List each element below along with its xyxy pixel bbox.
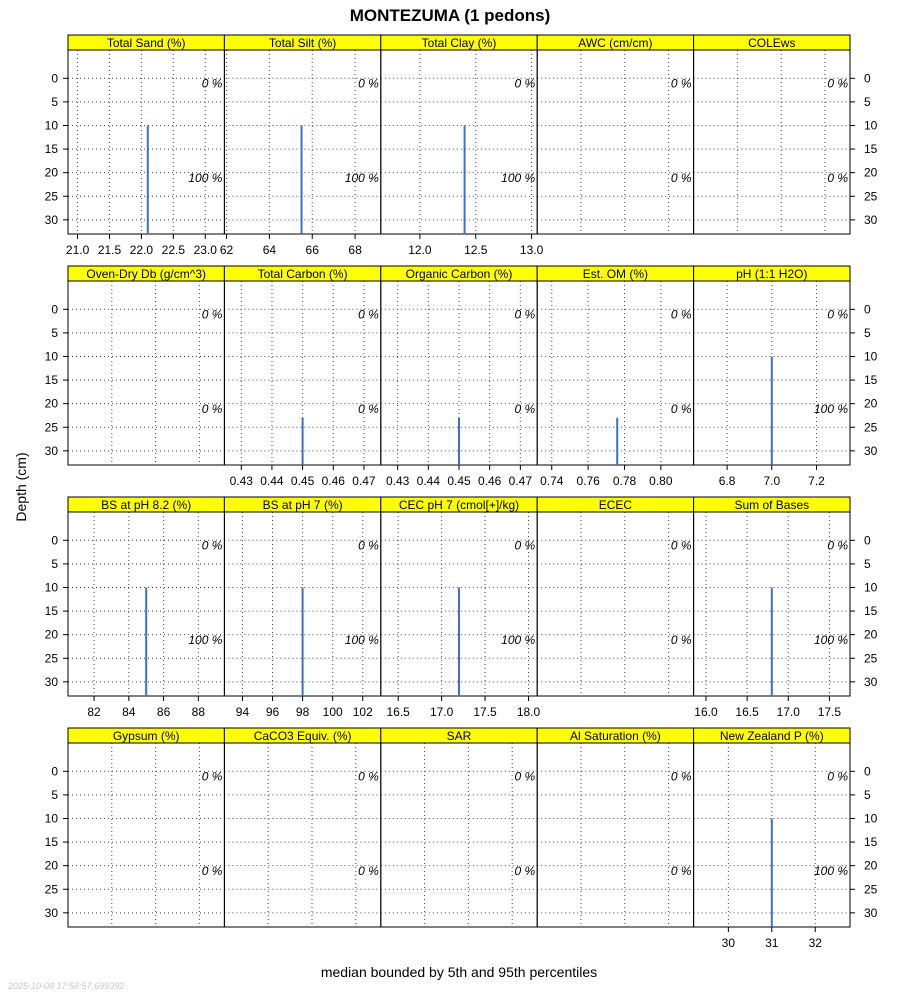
panel-strip-label: Sum of Bases [734,498,810,512]
pct-bottom-label: 100 % [344,171,379,186]
y-tick-label-left: 0 [51,302,58,317]
y-tick-label-left: 20 [44,858,58,873]
x-tick-label: 62 [219,243,234,257]
timestamp: 2025-10-08 17:58:57.699392 [8,981,125,991]
panel-strip-label: SAR [446,729,472,743]
panel-strip-label: New Zealand P (%) [719,729,824,743]
x-tick-label: 30 [721,936,736,950]
y-tick-label-right: 0 [864,764,871,779]
pct-top-label: 0 % [358,76,379,91]
x-tick-label: 7.2 [808,474,825,488]
x-tick-label: 12.0 [408,243,432,257]
pct-bottom-label: 0 % [514,864,536,879]
pct-bottom-label: 0 % [201,864,223,879]
panel-strip-label: Total Silt (%) [268,36,337,50]
pct-bottom-label: 0 % [358,402,379,417]
x-tick-label: 13.0 [519,243,544,257]
x-tick-label: 88 [191,705,206,719]
y-tick-label-right: 25 [864,651,878,666]
panel-strip-label: ECEC [598,498,633,512]
y-tick-label-right: 25 [864,420,878,435]
y-tick-label-right: 0 [864,302,871,317]
pct-bottom-label: 0 % [670,171,692,186]
x-tick-label: 12.5 [464,243,488,257]
x-tick-label: 17.0 [776,705,800,719]
x-tick-label: 96 [265,705,280,719]
panel-strip-label: Est. OM (%) [582,267,649,281]
panel-strip-label: Total Sand (%) [106,36,186,50]
panel-strip-label: BS at pH 7 (%) [262,498,343,512]
x-tick-label: 66 [305,243,319,257]
x-tick-label: 18.0 [516,705,541,719]
y-tick-label-right: 30 [864,212,878,227]
y-tick-label-right: 10 [864,580,878,595]
x-tick-label: 16.0 [694,705,718,719]
panel-strip-label: CaCO3 Equiv. (%) [253,729,352,743]
pct-bottom-label: 0 % [670,864,692,879]
x-tick-label: 0.45 [447,474,471,488]
pct-bottom-label: 0 % [201,402,223,417]
y-tick-label-left: 30 [44,212,58,227]
panel-strip-label: Al Saturation (%) [570,729,661,743]
x-tick-label: 0.46 [321,474,345,488]
pct-top-label: 0 % [670,538,692,553]
y-tick-label-right: 5 [864,787,871,802]
pct-top-label: 0 % [514,76,536,91]
y-tick-label-left: 30 [44,905,58,920]
panel-strip-label: Oven-Dry Db (g/cm^3) [86,267,207,281]
x-tick-label: 94 [235,705,250,719]
y-tick-label-left: 5 [51,325,58,340]
panel-strip-label: CEC pH 7 (cmol[+]/kg) [398,498,520,512]
pct-top-label: 0 % [827,76,848,91]
pct-top-label: 0 % [670,307,692,322]
y-tick-label-right: 15 [864,835,878,850]
x-tick-label: 0.43 [229,474,253,488]
y-tick-label-right: 15 [864,373,878,388]
panel-strip-label: BS at pH 8.2 (%) [101,498,192,512]
x-tick-label: 22.0 [129,243,154,257]
y-tick-label-right: 10 [864,349,878,364]
y-tick-label-right: 10 [864,118,878,133]
y-tick-label-left: 25 [44,420,58,435]
panel-strip-label: pH (1:1 H2O) [736,267,808,281]
pct-top-label: 0 % [514,307,536,322]
x-tick-label: 0.44 [260,474,284,488]
x-tick-label: 0.78 [612,474,637,488]
pct-bottom-label: 0 % [514,402,536,417]
y-tick-label-left: 30 [44,674,58,689]
x-tick-label: 17.0 [429,705,454,719]
panel-strip-label: Total Clay (%) [421,36,497,50]
panel-strip-label: Total Carbon (%) [257,267,348,281]
x-tick-label: 0.45 [290,474,315,488]
pct-bottom-label: 100 % [813,864,848,879]
pct-bottom-label: 0 % [358,864,379,879]
y-tick-label-left: 0 [51,764,58,779]
pct-bottom-label: 100 % [813,633,848,648]
pct-bottom-label: 100 % [813,402,848,417]
x-tick-label: 102 [352,705,373,719]
y-tick-label-right: 20 [864,165,878,180]
pct-top-label: 0 % [201,538,223,553]
y-tick-label-left: 30 [44,443,58,458]
y-tick-label-left: 20 [44,627,58,642]
x-tick-label: 84 [122,705,136,719]
y-tick-label-left: 5 [51,94,58,109]
x-tick-label: 0.76 [576,474,600,488]
x-tick-label: 32 [808,936,822,950]
y-tick-label-left: 10 [44,580,58,595]
pct-top-label: 0 % [827,307,848,322]
chart-title: MONTEZUMA (1 pedons) [349,6,551,25]
panels-group [45,35,878,950]
pct-bottom-label: 100 % [188,633,223,648]
panel-strip-label: Organic Carbon (%) [405,267,513,281]
pct-top-label: 0 % [514,538,536,553]
pct-top-label: 0 % [670,769,692,784]
pct-bottom-label: 100 % [188,171,223,186]
y-tick-label-left: 10 [44,811,58,826]
pct-top-label: 0 % [358,769,379,784]
pct-top-label: 0 % [358,538,379,553]
x-tick-label: 64 [262,243,277,257]
y-tick-label-left: 15 [44,835,58,850]
y-tick-label-left: 20 [44,165,58,180]
y-tick-label-left: 5 [51,556,58,571]
x-tick-label: 16.5 [735,705,759,719]
x-tick-label: 0.46 [477,474,502,488]
x-tick-label: 0.44 [416,474,441,488]
x-tick-label: 0.74 [540,474,564,488]
y-tick-label-right: 20 [864,396,878,411]
pct-bottom-label: 0 % [827,171,848,186]
panel-strip-label: Gypsum (%) [112,729,180,743]
pct-top-label: 0 % [670,76,692,91]
y-tick-label-left: 10 [44,349,58,364]
x-tick-label: 17.5 [473,705,497,719]
pct-top-label: 0 % [201,307,223,322]
y-tick-label-left: 25 [44,882,58,897]
y-tick-label-left: 25 [44,189,58,204]
y-tick-label-right: 0 [864,533,871,548]
y-axis-title: Depth (cm) [13,452,29,522]
x-axis-title: median bounded by 5th and 95th percentiles [320,964,598,980]
x-tick-label: 21.0 [65,243,90,257]
y-tick-label-right: 15 [864,604,878,619]
x-tick-label: 23.0 [193,243,217,257]
pct-bottom-label: 100 % [501,171,536,186]
y-tick-label-left: 5 [51,787,58,802]
y-tick-label-right: 25 [864,189,878,204]
pct-bottom-label: 100 % [344,633,379,648]
x-tick-label: 0.47 [508,474,533,488]
x-tick-label: 7.0 [763,474,781,488]
x-tick-label: 17.5 [817,705,842,719]
pct-top-label: 0 % [827,769,848,784]
y-tick-label-right: 5 [864,556,871,571]
pct-top-label: 0 % [201,76,223,91]
pct-top-label: 0 % [827,538,848,553]
y-tick-label-left: 10 [44,118,58,133]
y-tick-label-left: 0 [51,533,58,548]
y-tick-label-left: 15 [44,373,58,388]
x-tick-label: 86 [156,705,171,719]
x-tick-label: 16.5 [386,705,410,719]
y-tick-label-left: 15 [44,604,58,619]
pct-bottom-label: 0 % [670,402,692,417]
y-tick-label-right: 20 [864,627,878,642]
x-tick-label: 98 [295,705,310,719]
x-tick-label: 31 [765,936,779,950]
x-tick-label: 21.5 [97,243,122,257]
x-tick-label: 6.8 [718,474,736,488]
y-tick-label-right: 0 [864,71,871,86]
x-tick-label: 82 [87,705,101,719]
y-tick-label-right: 15 [864,142,878,157]
x-tick-label: 0.80 [649,474,673,488]
pct-top-label: 0 % [358,307,379,322]
x-tick-label: 22.5 [161,243,186,257]
y-tick-label-left: 15 [44,142,58,157]
y-tick-label-right: 10 [864,811,878,826]
y-tick-label-left: 20 [44,396,58,411]
y-tick-label-right: 30 [864,674,878,689]
panel-strip-label: COLEws [748,36,796,50]
y-tick-label-right: 25 [864,882,878,897]
pct-bottom-label: 0 % [670,633,692,648]
pct-top-label: 0 % [201,769,223,784]
panel-strip-label: AWC (cm/cm) [578,36,653,50]
y-tick-label-right: 20 [864,858,878,873]
pct-top-label: 0 % [514,769,536,784]
x-tick-label: 0.43 [385,474,410,488]
y-tick-label-right: 5 [864,325,871,340]
x-tick-label: 0.47 [352,474,376,488]
x-tick-label: 68 [348,243,362,257]
y-tick-label-left: 25 [44,651,58,666]
pct-bottom-label: 100 % [501,633,536,648]
y-tick-label-right: 5 [864,94,871,109]
y-tick-label-right: 30 [864,443,878,458]
x-tick-label: 100 [322,705,343,719]
y-tick-label-right: 30 [864,905,878,920]
y-tick-label-left: 0 [51,71,58,86]
